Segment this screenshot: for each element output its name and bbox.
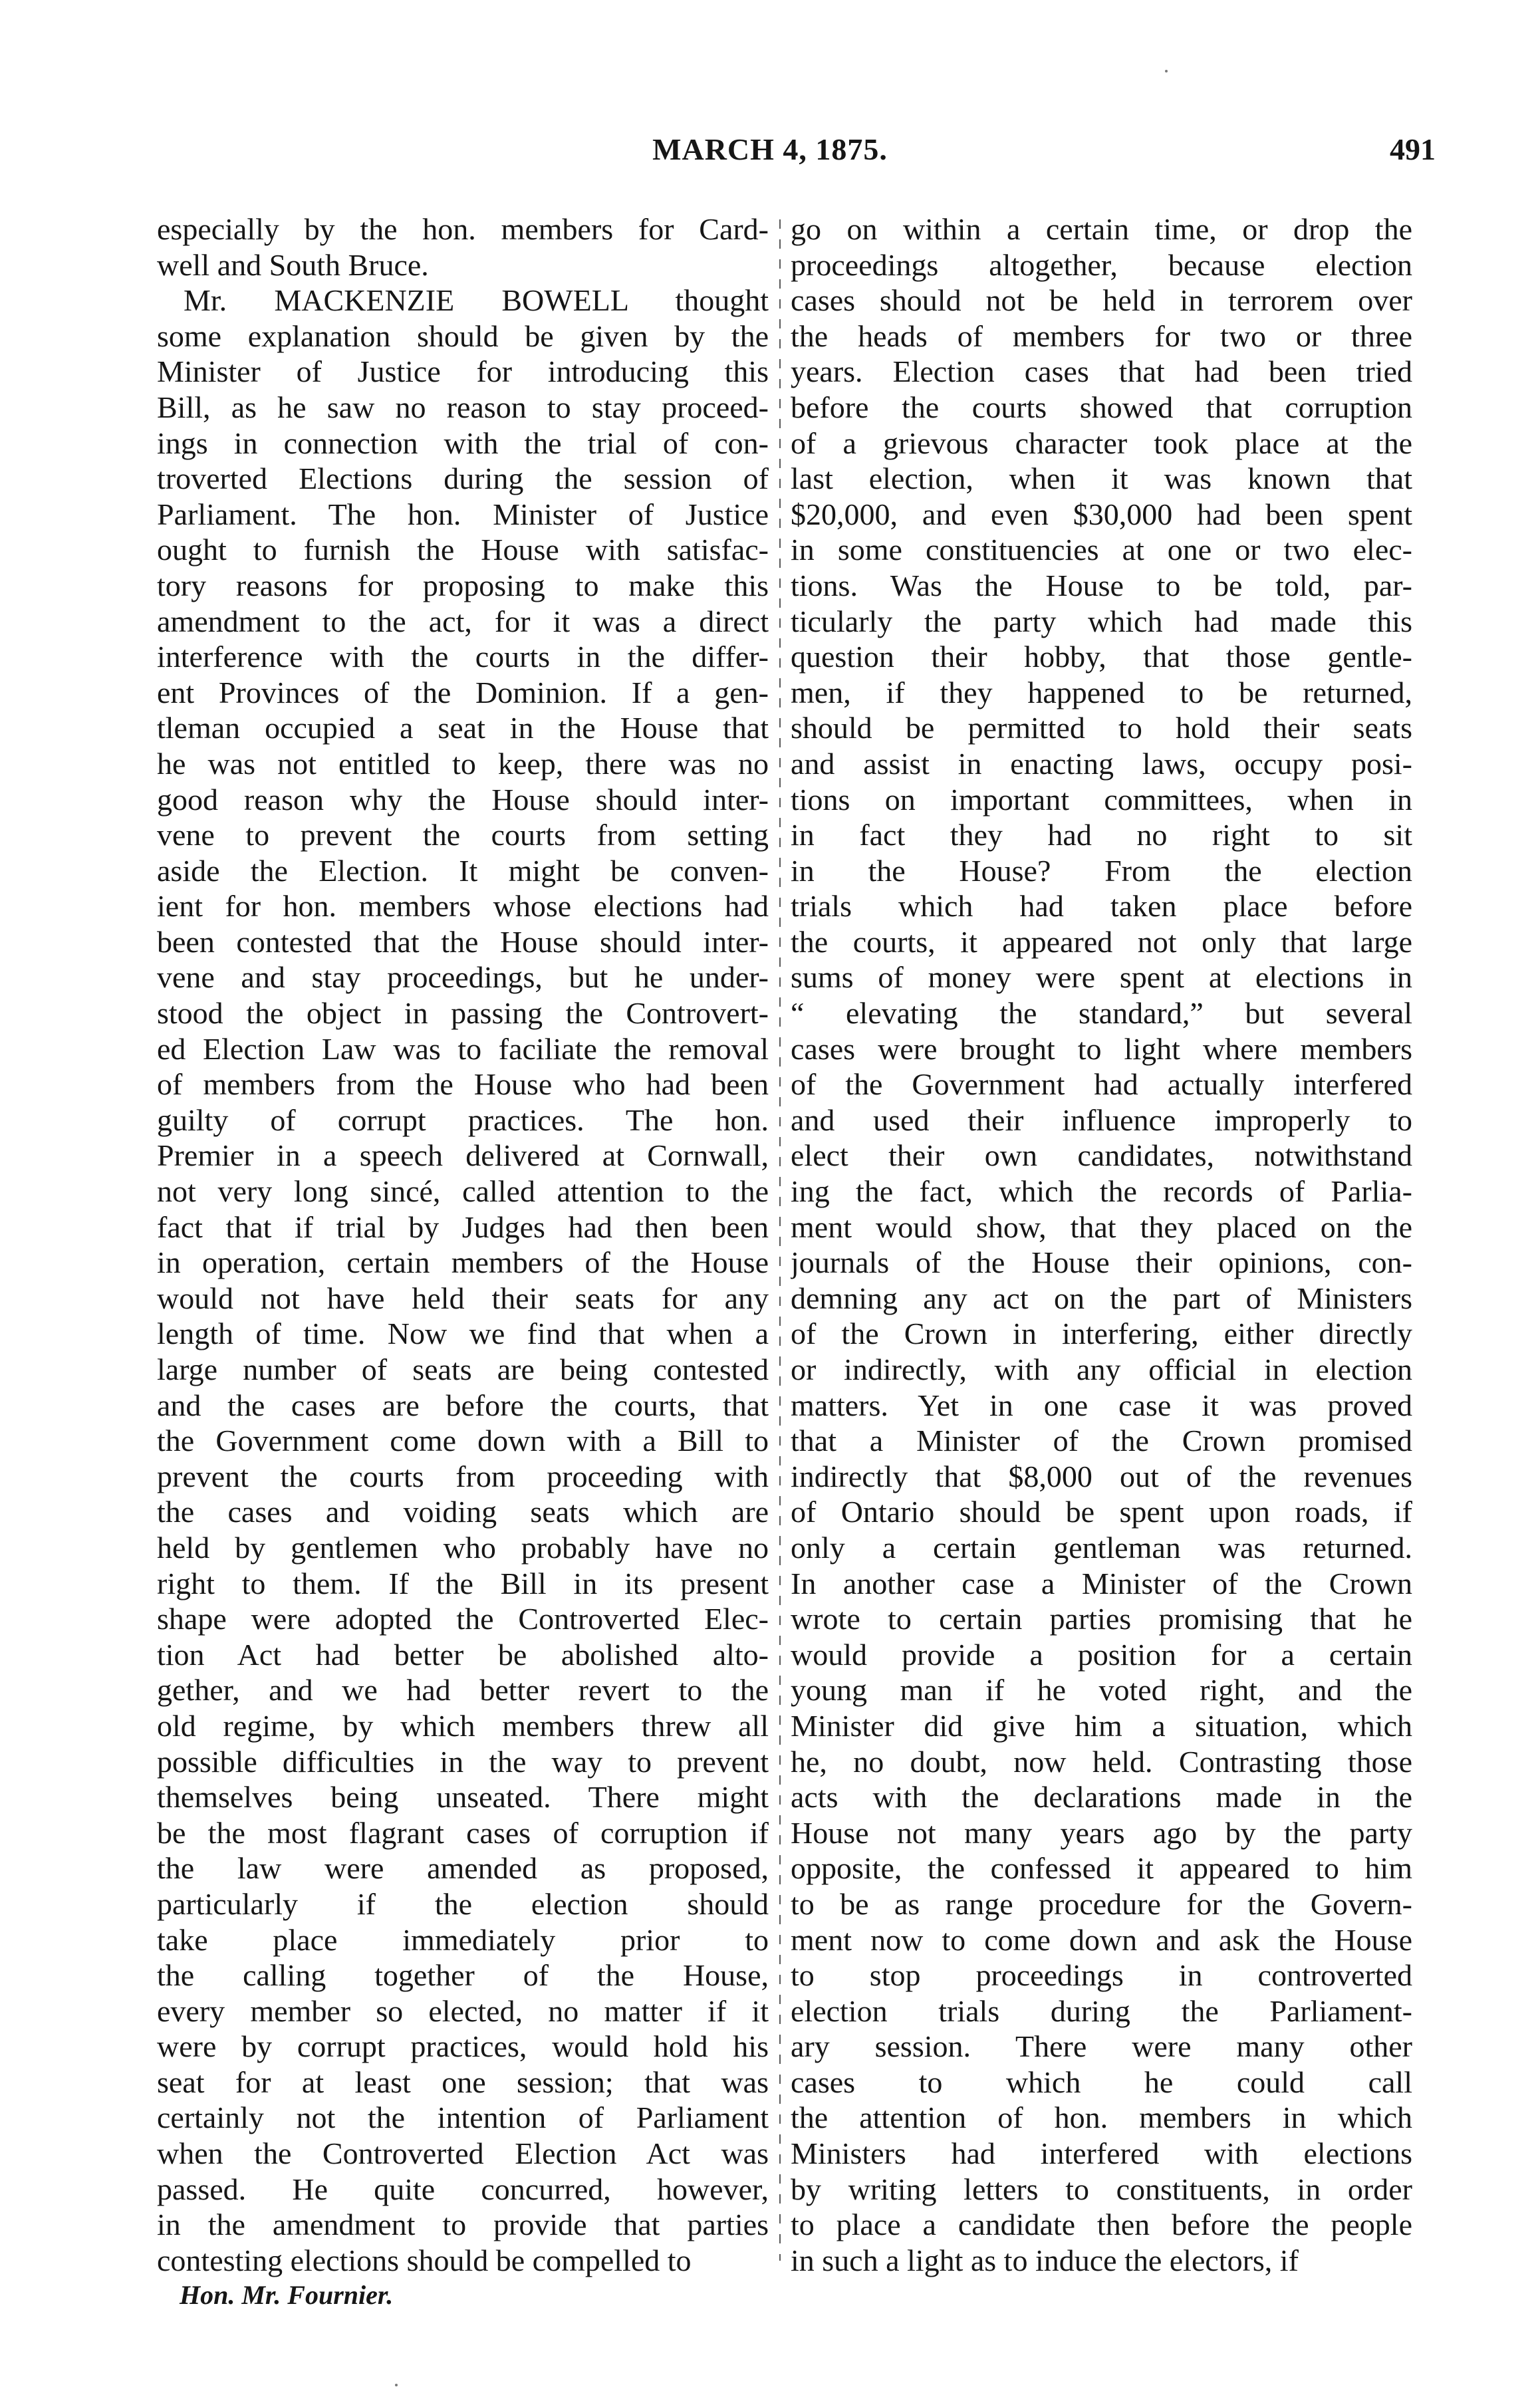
text-line: in the House? From the election bbox=[791, 853, 1412, 888]
text-line: Minister of Justice for introducing this bbox=[157, 354, 769, 389]
text-line: right to them. If the Bill in its present bbox=[157, 1566, 769, 1600]
text-line: every member so elected, no matter if it bbox=[157, 1993, 769, 2028]
text-line: stood the object in passing the Controvert- bbox=[157, 996, 769, 1031]
text-line: tions. Was the House to be told, par- bbox=[791, 568, 1412, 602]
text-line: to stop proceedings in controverted bbox=[791, 1958, 1412, 1993]
text-line: opposite, the confessed it appeared to him bbox=[791, 1851, 1412, 1886]
text-line: Mr. MACKENZIE BOWELL thought bbox=[184, 283, 769, 318]
text-line: the courts, it appeared not only that large bbox=[791, 924, 1412, 959]
text-line: tory reasons for proposing to make this bbox=[157, 568, 769, 602]
text-line: old regime, by which members threw all bbox=[157, 1708, 769, 1743]
column-divider bbox=[779, 219, 781, 2261]
text-line: would not have held their seats for any bbox=[157, 1281, 769, 1315]
text-line: especially by the hon. members for Card- bbox=[157, 212, 769, 246]
text-line: indirectly that $8,000 out of the revenues bbox=[791, 1459, 1412, 1493]
text-line: he was not entitled to keep, there was no bbox=[157, 746, 769, 781]
text-line: of members from the House who had been bbox=[157, 1067, 769, 1102]
text-line: of a grievous character took place at the bbox=[791, 426, 1412, 460]
text-line: sums of money were spent at elections in bbox=[791, 960, 1412, 995]
text-line: “ elevating the standard,” but several bbox=[791, 996, 1412, 1031]
text-line: to place a candidate then before the people bbox=[791, 2208, 1412, 2242]
text-line: Premier in a speech delivered at Cornwall, bbox=[157, 1138, 769, 1173]
text-line: should be permitted to hold their seats bbox=[791, 711, 1412, 745]
text-line: troverted Elections during the session of bbox=[157, 461, 769, 496]
page-speck bbox=[395, 2384, 398, 2386]
text-line: journals of the House their opinions, con- bbox=[791, 1245, 1412, 1280]
text-line: Parliament. The hon. Minister of Justice bbox=[157, 497, 769, 531]
text-line: years. Election cases that had been tried bbox=[791, 354, 1412, 389]
text-line: aside the Election. It might be conven- bbox=[157, 853, 769, 888]
text-line: the attention of hon. members in which bbox=[791, 2100, 1412, 2135]
text-line: acts with the declarations made in the bbox=[791, 1780, 1412, 1815]
text-line: not very long sincé, called attention to the bbox=[157, 1174, 769, 1209]
text-line: ient for hon. members whose elections had bbox=[157, 889, 769, 924]
text-line: themselves being unseated. There might bbox=[157, 1780, 769, 1815]
text-line: Ministers had interfered with elections bbox=[791, 2136, 1412, 2171]
text-line: only a certain gentleman was returned. bbox=[791, 1530, 1412, 1565]
text-line: vene and stay proceedings, but he under- bbox=[157, 960, 769, 995]
text-line: ings in connection with the trial of con- bbox=[157, 426, 769, 460]
text-line: some explanation should be given by the bbox=[157, 318, 769, 353]
text-column-left bbox=[157, 211, 769, 2278]
text-line: possible difficulties in the way to prevent bbox=[157, 1744, 769, 1779]
text-line: tion Act had better be abolished alto- bbox=[157, 1637, 769, 1672]
text-line: or indirectly, with any official in election bbox=[791, 1352, 1412, 1386]
text-line: gether, and we had better revert to the bbox=[157, 1673, 769, 1708]
text-line: certainly not the intention of Parliament bbox=[157, 2100, 769, 2135]
text-line: interference with the courts in the differ- bbox=[157, 640, 769, 674]
text-line: he, no doubt, now held. Contrasting those bbox=[791, 1744, 1412, 1779]
text-line: demning any act on the part of Ministers bbox=[791, 1281, 1412, 1315]
text-line: in the amendment to provide that parties bbox=[157, 2208, 769, 2242]
text-line: particularly if the election should bbox=[157, 1886, 769, 1921]
text-line: Bill, as he saw no reason to stay proceed- bbox=[157, 390, 769, 424]
text-line: would provide a position for a certain bbox=[791, 1637, 1412, 1672]
text-line: ent Provinces of the Dominion. If a gen- bbox=[157, 675, 769, 709]
text-line: ment would show, that they placed on the bbox=[791, 1209, 1412, 1244]
text-line: cases were brought to light where members bbox=[791, 1031, 1412, 1066]
text-line: by writing letters to constituents, in order bbox=[791, 2172, 1412, 2206]
text-line: contesting elections should be compelled to bbox=[157, 2243, 692, 2277]
text-line: that a Minister of the Crown promised bbox=[791, 1424, 1412, 1458]
text-line: the cases and voiding seats which are bbox=[157, 1495, 769, 1529]
text-line: ary session. There were many other bbox=[791, 2029, 1412, 2064]
text-line: been contested that the House should inter- bbox=[157, 924, 769, 959]
text-line: and assist in enacting laws, occupy posi- bbox=[791, 746, 1412, 781]
text-line: In another case a Minister of the Crown bbox=[791, 1566, 1412, 1600]
footer-speaker-name: Hon. Mr. Fournier. bbox=[180, 2280, 394, 2310]
text-line: men, if they happened to be returned, bbox=[791, 675, 1412, 709]
text-line: election trials during the Parliament- bbox=[791, 1993, 1412, 2028]
text-line: seat for at least one session; that was bbox=[157, 2065, 769, 2099]
text-line: tions on important committees, when in bbox=[791, 782, 1412, 817]
text-line: the law were amended as proposed, bbox=[157, 1851, 769, 1886]
text-line: to be as range procedure for the Govern- bbox=[791, 1886, 1412, 1921]
text-line: fact that if trial by Judges had then been bbox=[157, 1209, 769, 1244]
text-column-right bbox=[791, 211, 1412, 2278]
text-line: the heads of members for two or three bbox=[791, 318, 1412, 353]
page-speck bbox=[1165, 70, 1168, 72]
text-line: shape were adopted the Controverted Elec- bbox=[157, 1602, 769, 1636]
text-line: House not many years ago by the party bbox=[791, 1815, 1412, 1850]
text-line: cases to which he could call bbox=[791, 2065, 1412, 2099]
text-line: in operation, certain members of the House bbox=[157, 1245, 769, 1280]
text-line: cases should not be held in terrorem over bbox=[791, 283, 1412, 318]
text-line: $20,000, and even $30,000 had been spent bbox=[791, 497, 1412, 531]
text-line: tleman occupied a seat in the House that bbox=[157, 711, 769, 745]
text-line: and used their influence improperly to bbox=[791, 1102, 1412, 1137]
text-line: in some constituencies at one or two elec- bbox=[791, 533, 1412, 567]
text-line: length of time. Now we find that when a bbox=[157, 1317, 769, 1351]
text-line: passed. He quite concurred, however, bbox=[157, 2172, 769, 2206]
text-line: elect their own candidates, notwithstand bbox=[791, 1138, 1412, 1173]
text-line: ticularly the party which had made this bbox=[791, 604, 1412, 638]
text-line: go on within a certain time, or drop the bbox=[791, 212, 1412, 246]
text-line: be the most flagrant cases of corruption if bbox=[157, 1815, 769, 1850]
text-line: of the Government had actually interfered bbox=[791, 1067, 1412, 1102]
text-line: take place immediately prior to bbox=[157, 1922, 769, 1957]
text-line: and the cases are before the courts, that bbox=[157, 1388, 769, 1422]
text-line: of the Crown in interfering, either directly bbox=[791, 1317, 1412, 1351]
text-line: vene to prevent the courts from setting bbox=[157, 818, 769, 852]
text-line: when the Controverted Election Act was bbox=[157, 2136, 769, 2171]
text-line: matters. Yet in one case it was proved bbox=[791, 1388, 1412, 1422]
text-line: the calling together of the House, bbox=[157, 1958, 769, 1993]
text-line: good reason why the House should inter- bbox=[157, 782, 769, 817]
page-number: 491 bbox=[1390, 132, 1436, 166]
text-line: ought to furnish the House with satisfac- bbox=[157, 533, 769, 567]
text-line: in fact they had no right to sit bbox=[791, 818, 1412, 852]
text-line: young man if he voted right, and the bbox=[791, 1673, 1412, 1708]
text-line: the Government come down with a Bill to bbox=[157, 1424, 769, 1458]
text-line: before the courts showed that corruption bbox=[791, 390, 1412, 424]
text-line: ed Election Law was to faciliate the removal bbox=[157, 1031, 769, 1066]
text-line: last election, when it was known that bbox=[791, 461, 1412, 496]
page-date-heading: MARCH 4, 1875. bbox=[652, 132, 888, 166]
text-line: question their hobby, that those gentle- bbox=[791, 640, 1412, 674]
text-line: held by gentlemen who probably have no bbox=[157, 1530, 769, 1565]
text-line: ing the fact, which the records of Parlia- bbox=[791, 1174, 1412, 1209]
text-line: wrote to certain parties promising that he bbox=[791, 1602, 1412, 1636]
text-line: prevent the courts from proceeding with bbox=[157, 1459, 769, 1493]
text-line: large number of seats are being contested bbox=[157, 1352, 769, 1386]
text-line: ment now to come down and ask the House bbox=[791, 1922, 1412, 1957]
text-line: well and South Bruce. bbox=[157, 247, 429, 282]
text-line: amendment to the act, for it was a direct bbox=[157, 604, 769, 638]
text-line: in such a light as to induce the electors, if bbox=[791, 2243, 1299, 2277]
text-line: proceedings altogether, because election bbox=[791, 247, 1412, 282]
text-line: guilty of corrupt practices. The hon. bbox=[157, 1102, 769, 1137]
text-line: of Ontario should be spent upon roads, if bbox=[791, 1495, 1412, 1529]
text-line: were by corrupt practices, would hold his bbox=[157, 2029, 769, 2064]
text-line: Minister did give him a situation, which bbox=[791, 1708, 1412, 1743]
text-line: trials which had taken place before bbox=[791, 889, 1412, 924]
